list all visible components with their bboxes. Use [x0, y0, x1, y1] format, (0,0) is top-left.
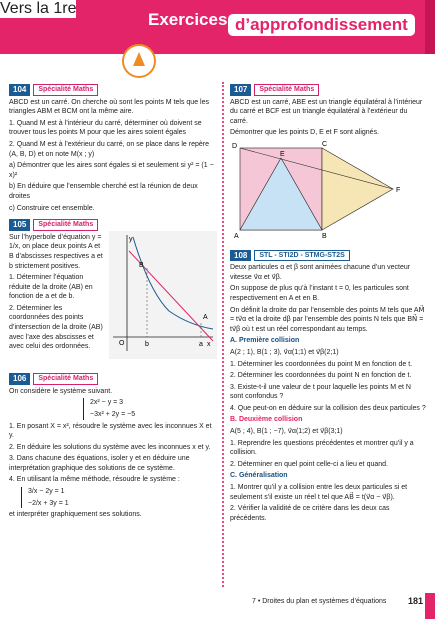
exercise-104 — [9, 84, 215, 213]
label-b: B — [322, 232, 327, 240]
left-column — [9, 84, 215, 526]
exercise-105 — [9, 219, 215, 367]
footer-bar — [425, 593, 435, 619]
label-point-a: A — [203, 314, 208, 322]
part-a-q2: 2. Déterminer les coordonnées du point N en fonction de t. — [230, 372, 412, 380]
label-d: D — [232, 142, 238, 150]
label-f: F — [396, 186, 401, 194]
exercise-text: On considère le système suivant. — [9, 387, 113, 395]
question-2: 2. Déterminer les coordonnées des points d’intersection de la droite (AB) avec l’axe des abscisses et avec celui des ordonnées. — [9, 304, 103, 351]
exercise-text: Deux particules α et β sont animées chacune d’un vecteur vitesse v⃗α et v⃗β. — [230, 264, 411, 281]
exercise-108 — [230, 250, 426, 524]
square-triangles-figure — [230, 140, 426, 240]
question-1: 1. Quand M est à l’intérieur du carré, déterminer où doivent se trouver tous les points M pour que les aires soient égales — [9, 119, 202, 137]
part-a-data: A(2 ; 1), B(1 ; 3), v⃗α(1;1) et v⃗β(2;1) — [230, 348, 339, 356]
question-2: 2. Quand M est à l’extérieur du carré, on se place dans le repère (A, B, D) et on note M(x ; y) — [9, 140, 209, 158]
label-b: b — [145, 341, 149, 349]
part-b-data: A(5 ; 4), B(1 ; −7), v⃗α(1;2) et v⃗β(3;1) — [230, 428, 343, 436]
column-divider — [222, 82, 224, 587]
exercise-text: Sur l’hyperbole d’équation y = 1/x, on place deux points A et B d’abscisses respectives a et b strictement positives. — [9, 233, 103, 270]
part-a-q1: 1. Déterminer les coordonnées du point M en fonction de t. — [230, 360, 413, 368]
label-x: x — [207, 341, 211, 349]
exercise-number: 107 — [230, 84, 251, 96]
exercise-number: 106 — [9, 373, 30, 385]
exercise-107 — [230, 84, 426, 244]
closing-text: et interpréter graphiquement ses solutions. — [9, 511, 142, 519]
part-b-q1: 1. Reprendre les questions précédentes et montrer qu’il y a collision. — [230, 439, 414, 457]
question-a: a) Démontrer que les aires sont égales si et seulement si y² = (1 − x)² — [9, 162, 214, 179]
system-eq-2: −3x² + 2y = −5 — [90, 410, 136, 418]
question-1: 1. Déterminer l’équation réduite de la droite (AB) en fonction de a et de b. — [9, 274, 93, 301]
exercise-tag: STL - STI2D - STMG-ST2S — [254, 250, 349, 262]
exercise-text: ABCD est un carré, ABE est un triangle équilatéral à l’intérieur du carré et BCF est un triangle équilatéral à l’extérieur du carré. — [230, 98, 423, 125]
part-b-title: B. Deuxième collision — [230, 416, 303, 424]
label-y: y — [129, 236, 133, 244]
exercise-number: 104 — [9, 84, 30, 96]
part-c-q1: 1. Montrer qu’il y a collision entre les deux particules si et seulement s’il existe un réel t tel que AB⃗ = t(v⃗α − v⃗β). — [230, 484, 408, 501]
exercise-text-2: On suppose de plus qu’à l’instant t = 0, les particules sont respectivement en A et en B. — [230, 285, 409, 302]
figure-background — [109, 231, 217, 359]
exercise-text-3: On définit la droite dα par l’ensemble des points M tels que AM⃗ = tv⃗α et la droite dβ par l’ensemble des points N tels que BN⃗ = tv⃗β où t est un réel correspondant au temps. — [230, 306, 425, 333]
question-b: b) En déduire que l’ensemble cherché est la réunion de deux droites — [9, 183, 198, 200]
part-c-q2: 2. Vérifier la validité de ce critère dans les deux cas précédents. — [230, 505, 390, 522]
exercise-106 — [9, 373, 215, 520]
exercise-tag: Spécialité Maths — [33, 219, 98, 231]
exercise-number: 105 — [9, 219, 30, 231]
exercise-tag: Spécialité Maths — [33, 84, 98, 96]
question-4: 4. En utilisant la même méthode, résoudre le système : — [9, 476, 180, 484]
question-1: 1. En posant X = x², résoudre le système avec les inconnues X et y. — [9, 422, 212, 440]
question-c: c) Construire cet ensemble. — [9, 204, 95, 212]
level-title: Vers la 1re — [0, 0, 77, 17]
label-o: O — [119, 340, 125, 348]
system-2 — [21, 487, 215, 508]
question-2: 2. En déduire les solutions du système avec les inconnues x et y. — [9, 443, 211, 451]
header-subtitle: d’approfondissement — [228, 14, 415, 36]
exercise-tag: Spécialité Maths — [33, 373, 98, 385]
system-1 — [83, 398, 215, 419]
label-point-b: B — [139, 262, 144, 270]
page-number: 181 — [408, 596, 424, 606]
system-eq-1: 2x² − y = 3 — [90, 399, 124, 407]
label-a: A — [234, 232, 239, 240]
label-a: a — [199, 341, 203, 349]
question: Démontrer que les points D, E et F sont alignés. — [230, 129, 380, 137]
chapter-title: 7 • Droites du plan et systèmes d’équations — [252, 598, 387, 605]
exercise-tag: Spécialité Maths — [254, 84, 319, 96]
right-column — [230, 84, 426, 529]
part-b-q2: 2. Déterminer en quel point celle-ci a lieu et quand. — [230, 460, 388, 468]
side-bar — [425, 0, 435, 54]
exercise-number: 108 — [230, 250, 251, 262]
label-c: C — [322, 140, 328, 148]
triangle-bcf — [322, 148, 393, 230]
part-a-q4: 4. Que peut-on en déduire sur la collision des deux particules ? — [230, 404, 426, 412]
exercise-105-text — [9, 233, 103, 352]
orientation-badge-icon — [122, 44, 156, 78]
part-a-q3: 3. Existe-t-il une valeur de t pour laquelle les points M et N sont confondus ? — [230, 383, 411, 401]
label-e: E — [280, 150, 285, 158]
system2-eq-2: −2/x + 3y = 1 — [28, 499, 69, 507]
question-3: 3. Dans chacune des équations, isoler y et en déduire une interprétation graphique des solutions de ce système. — [9, 455, 190, 472]
exercise-text: ABCD est un carré. On cherche où sont les points M tels que les triangles ABM et BCM ont la même aire. — [9, 98, 209, 116]
part-c-title: C. Généralisation — [230, 472, 288, 480]
system2-eq-1: 3/x − 2y = 1 — [28, 488, 65, 496]
header-title: Exercices — [148, 10, 228, 29]
part-a-title: A. Première collision — [230, 337, 300, 345]
hyperbola-figure — [109, 231, 217, 359]
